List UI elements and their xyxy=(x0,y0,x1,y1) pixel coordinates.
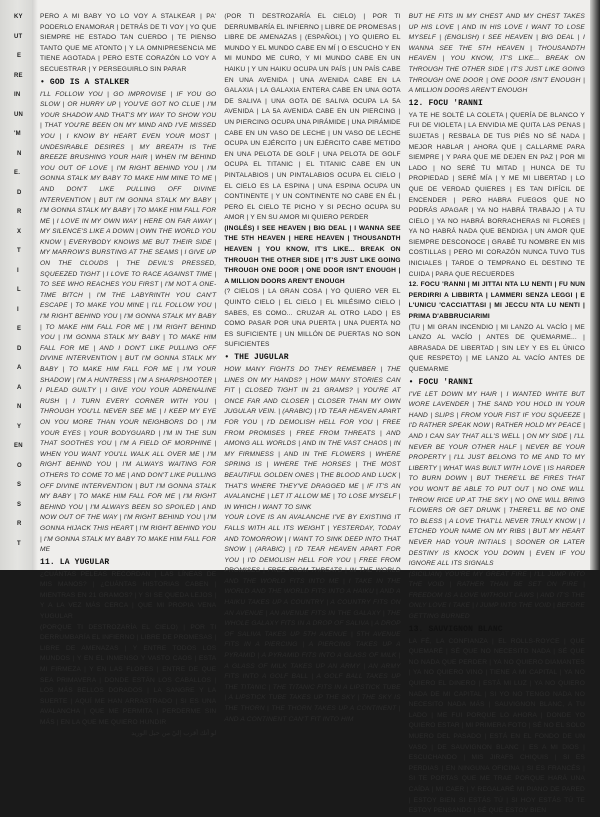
lyrics-text: (POR TI DESTROZARÍA EL CIELO) | POR TI DERRUMBARÍA EL INFIERNO | LIBRE DE PROMESAS | LIBRE DE AMENAZAS | (ESPAÑOL) | YO QUIERO EL MUNDO Y EL MUNDO CABE EN MÍ | O ESCUCHO Y EN MI MUNDO ME CURO, Y MI MUNDO CABE EN UN HAIKU | Y UN HAIKU OCUPA UN PAÍS | UN PAÍS CABE EN UNA AVENIDA | UNA AVENIDA CABE EN LA GALAXIA | LA GALAXIA ENTERA CABE EN UNA GOTA DE SALIVA | UNA GOTA DE SALIVA OCUPA LA 5A AVENIDA | LA 5A AVENIDA CABE EN UN PIERCING | UN PIERCING OCUPA UNA PIRÁMIDE | UNA PIRÁMIDE CABE EN UN VASO DE LECHE | UN VASO DE LECHE OCUPA UN EJÉRCITO | UN EJÉRCITO CABE METIDO EN UNA PELOTA DE GOLF | UNA PELOTA DE GOLF OCUPA EL TITANIC | EL TITANIC CABE EN UN PINTALABIOS | UN PINTALABIOS OCUPA EL CIELO | EL CIELO ES LA ESPINA | UNA ESPINA OCUPA UN CONTINENTE | Y UN CONTINENTE NO CABE EN ÉL | PERO EL CIELO TE PICHO Y SI PECHO OCUPA SU AMOR | Y EN SU AMOR MI QUIERO PERDER xyxy=(224,13,401,222)
edge-letter: R xyxy=(17,521,22,527)
edge-letter: EN xyxy=(14,443,23,449)
edge-letter: A xyxy=(17,384,22,391)
edge-letter: 'M xyxy=(14,131,21,137)
previous-page-edge xyxy=(0,0,32,570)
edge-letter: O xyxy=(17,462,22,469)
edge-letter: N xyxy=(17,404,22,410)
lyrics-column-1 xyxy=(40,12,217,737)
edge-letter: D xyxy=(17,345,22,352)
song-title: • THE JUGULAR xyxy=(224,353,289,362)
lyrics-text: (? CIELOS | LA GRAN COSA | YO QUIERO VER EL QUINTO CIELO | EL CIELO | EL MILÉSIMO CIELO | SABES, ES COMO... CRUZAR AL OTRO LADO | ES COMO PASAR POR UNA PUERTA | UNA PUERTA NO ES SUFICIENTE | UN MILLÓN DE PUERTAS NO SON SUFICIENTES xyxy=(224,288,401,349)
edge-letter: T xyxy=(17,248,21,254)
edge-letter: S xyxy=(17,501,22,508)
edge-letter: I xyxy=(17,267,19,274)
edge-letter: KY xyxy=(14,14,23,20)
song-title: 12. FOCU 'RANNI xyxy=(408,98,483,108)
lyrics-columns xyxy=(40,12,585,815)
edge-letter: RE xyxy=(14,72,23,79)
lyrics-translation: BUT HE FITS IN MY CHEST AND MY CHEST TAKES UP HIS LOVE | AND IN HIS LOVE I WANT TO LOSE MYSELF | (ENGLISH) I SEE HEAVEN | BIG DEAL | I WANNA SEE THE 5TH HEAVEN | THOUSANDTH HEAVEN | YOU KNOW, IT'S LIKE... BREAK ON THROUGH THE OTHER SIDE | IT'S JUST LIKE GOING THROUGH ONE DOOR | ONE DOOR ISN'T ENOUGH | A MILLION DOORS AREN'T ENOUGH xyxy=(408,13,585,95)
edge-letter: E xyxy=(17,326,22,332)
edge-letter: L xyxy=(17,287,21,293)
lyrics-column-3 xyxy=(408,12,585,815)
edge-letter: A xyxy=(17,365,22,371)
lyrics-translation: HOW MANY FIGHTS DO THEY REMEMBER | THE LINES ON MY HANDS? | HOW MANY STORIES CAN FIT | CLOSED TIGHT IN 21 GRAMS? | YOU'RE AT ONCE FAR AND CLOSER | CLOSER THAN MY OWN JUGULAR VEIN. | (ARABIC) | I'D TEAR HEAVEN APART FOR YOU | I'D DEMOLISH HELL FOR YOU | FREE FROM PROMISES | FREE FROM THREATS | AND AMONG ALL WORLDS | AND IN THE VAST CHAOS | IN MY FIRMNESS | AND IN THE FLOWERS | WHERE SPRING IS | WHERE THE HORSES | THE MOST BEAUTIFUL GOLDEN ONES | THE BLOOD AND LUCK | THAT'S WHERE THEY'VE DRAGGED ME | IF IT'S AN AVALANCHE | LET IT ALLOW ME | TO LOSE MYSELF | IN WHICH I WANT TO SINK xyxy=(224,366,401,511)
song-title: 13. SAUVIGNON BLANC xyxy=(408,624,503,634)
edge-letter: E. xyxy=(14,170,21,176)
song-title: 11. LA YUGULAR xyxy=(40,557,110,567)
lyrics-translation: YOUR LOVE IS AN AVALANCHE I'VE BY EXISTING IT FALLS WITH ALL ITS WEIGHT | YESTERDAY, TODAY AND TOMORROW | I WANT TO SINK DEEP INTO THAT SNOW | (ARABIC) | I'D TEAR HEAVEN APART FOR YOU | I'D DEMOLISH HELL FOR YOU | FREE FROM PROMISES | FREE FROM THREATS | IN THE WORLD AND THE WORLD FITS INTO ME | I TAKE IN THE WORLD AND THE WORLD FITS INTO A HAIKU | AND A HAIKU TAKES UP A COUNTRY | A COUNTRY FITS ON AN AVENUE | AN AVENUE FITS IN THE GALAXY | THE WHOLE GALAXY FITS IN A DROP OF SALIVA | A DROP OF SALIVA TAKES UP 5TH AVENUE | 5TH AVENUE FITS IN A PIERCING | A PIERCING TAKES UP A PYRAMID | A PYRAMID FITS INTO A GLASS OF MILK | A GLASS OF MILK TAKES UP AN ARMY | AN ARMY FITS INTO A GOLF BALL | A GOLF BALL TAKES UP THE TITANIC | THE TITANIC FITS IN A LIPSTICK TUBE | A LIPSTICK TUBE TAKES UP THE SKY | THE SKY IS THE THORN | THE THORN TAKES UP A CONTINENT | AND A CONTINENT CAN'T FIT INTO HIM xyxy=(224,514,401,723)
lyrics-text: PERO A MI BABY YO LO VOY A STALKEAR | PA' PODERLO ENAMORAR | DETRÁS DE TI VOY | YO QUE SIEMPRE HE ESTADO TAN CUERDO | TE PIENSO TANTO QUE ME ATONTO | Y LA OMNIPRESENCIA ME TIENE AGOTADA | PERO ESTE CORAZÓN LO VOY A SECUESTRAR | Y PERSEGUIRLO SIN PARAR xyxy=(40,13,217,73)
edge-letter: N xyxy=(17,150,22,157)
edge-letter: R xyxy=(17,209,22,215)
lyrics-text: (PORQUE TI DESTROZARÍA EL CIELO) | POR TI DERRUMBARÍA EL INFIERNO | LIBRE DE PROMESAS | LIBRE DE AMENAZAS | Y ENTRE TODOS LOS MUNDOS | Y EN EL INMENSO Y VASTO CAOS | ESTA MI FIRMEZA | Y EN LAS FLORES | ENTRE DE QUE SEA PRIMAVERA | DONDE ESTÁN LOS CABALLOS | LOS MÁS BELLOS DORADOS | LA SANGRE Y LA SUERTE | AQUÍ ME HAN ARRASTRADO | SI ES UNA AVALANCHA | QUE ME PERMITA | PERDERME SIN MÁS | EN LA QUE ME QUIERO HUNDIR xyxy=(40,623,217,726)
lyrics-column-2 xyxy=(224,12,401,723)
lyrics-english-insert: (INGLÉS) I SEE HEAVEN | BIG DEAL | I WANNA SEE THE 5TH HEAVEN | HERE HEAVEN | THOUSANDTH HEAVEN | YOU KNOW, IT'S LIKE... BREAK ON THROUGH THE OTHER SIDE | IT'S JUST LIKE GOING THROUGH ONE DOOR | ONE DOOR ISN'T ENOUGH | A MILLION DOORS AREN'T ENOUGH xyxy=(224,224,401,285)
edge-letter: D xyxy=(17,189,22,196)
lyrics-translation: (SICILIAN) YOU'RE MY GREAT FIRE | I'LL JUMP INTO THE VOID | RATHER THAN BE SET ON FIRE | FREEDOM IS A LOVE WITHOUT LAWS | AND IT'S THE ONLY LOVE I TAKE | I JUMP INTO THE VOID | BEFORE GETTING BURNED xyxy=(408,570,585,621)
edge-letter: X xyxy=(17,228,22,235)
song-title: • FOCU 'RANNI xyxy=(408,377,474,387)
lyrics-text: (TU | MI GRAN INCENDIO | MI LANZO AL VACÍO | ME LANZO AL VACÍO | ANTES DE QUEMARME... | ABRASADA DE LIBERTAD | SIN LEY Y ES EL ÚNICO QUE RESPETO) | ME LANZO AL VACÍO ANTES DE QUEMARME xyxy=(408,323,585,373)
lyrics-translation: I'VE LET DOWN MY HAIR | I WANTED WHITE BUT WORE LAVENDER | THE SAND YOU HOLD IN YOUR HAND | SLIPS | FROM YOUR FIST IF YOU SQUEEZE | I'D RATHER SPEAK NOW | RATHER HOLD MY PEACE | AND I CAN SAY THAT ALL'S WELL | ON MY SIDE | I'LL NEVER BE YOUR OTHER HALF | NEVER BE YOUR PROPERTY | I'LL JUST BELONG TO ME AND TO MY LIBERTY | WHAT WAS BUILT WITH LOVE | IS HARDER TO BURN DOWN | BUT THERE'LL BE FIRES THAT YOU WON'T BE ABLE TO PUT OUT | NO ONE WILL THROW RICE UP AT THE SKY | NO ONE WILL BRING FLOWERS OR GET DRUNK | THERE'LL BE NO ONE TO BLESS | A LOVE THAT'LL NEVER TRULY KNOW | I ETCHED YOUR NAME ON MY RIBS | BUT MY HEART NEVER HAD YOUR INITIALS | SOONER OR LATER DESTINY IS KNOCK YOU DOWN | EVEN IF YOU IGNORE ALL ITS SIGNALS xyxy=(408,390,585,568)
edge-letter: UT xyxy=(14,33,23,40)
edge-letter: S xyxy=(17,482,22,488)
lyrics-translation: I'LL FOLLOW YOU | GO IMPROVISE | IF YOU GO SLOW | OR HURRY UP | YOU'VE GOT NO CLUE | I'M YOUR SHADOW AND THAT'S MY WAY TO SHOW YOU | THAT YOU'RE BEEN ON MY MIND AND I'VE MISSED YOU | I KNOW BY HEART EVEN YOUR MOST | UNDESIRABLE DESIRES | MY BREATH IS THE BREEZE BRUSHING YOUR HAIR | WHEN I'M BEHIND YOU OUT OF LOVE | I'M RIGHT BEHIND YOU | I'M GONNA STALK MY BABY TO MAKE HIM MINE TO ME | AND DON'T LIKE PULLING OFF DIVINE INTERVENTION | BUT I'M GONNA STALK MY BABY | I'M GONNA STALK MY BABY | TO MAKE HIM FALL FOR ME | I LOVE IN MY OWN WAY | HERE ON FAR AWAY | MY SILENCE'S LIKE A DOWN | OWN THE WORLD YOU KNOW | EVERYBODY KNOWS ME BUT THEIR SIDE | MY MARROW'S BURSTING AT THE SEAMS | I GIVE UP ON THE CLOUDS | THE DEVIL'S PRESSED, SQUEEZED TIGHT | I LOVE TO RACE AGAINST TIME | TO SEE WHO REACHES YOU FIRST | I'M NOT A ONE-TIME BITCH | I'M THE LABYRINTH YOU CAN'T ESCAPE | TO MAKE YOU MINE | I'LL FOLLOW YOU | I'M RIGHT BEHIND YOU | I'M GONNA STALK MY BABY | TO MAKE HIM FALL FOR ME | I'M RIGHT BEHIND YOU | I'M GONNA STALK MY BABY | TO MAKE HIM FALL FOR ME | AND I DON'T LIKE PULLING OFF DIVINE INTERVENTION | BUT I'M GONNA STALK MY BABY | TO MAKE HIM FALL FOR ME | I'M YOUR SHADOW | I'M A HUNTRESS | I'M A SHARPSHOOTER | I PLEAD GUILTY | I GIVE YOU YOUR ADRENALINE RUSH | I TURN EVERY CORNER WITH YOU | THROUGH YOU'LL NEVER SEE ME | I KEEP MY EYE ON YOU MORE THAN YOUR NEIGHBORS DO | I'M YOUR EYES | YOUR BODYGUARD | I'M IN THE SUN THAT SOOTHES YOU | I'M A FIELD OF MORPHINE | WHEN YOU WANT YOU'LL WALK ALL OVER ME | I'M RIGHT BEHIND YOU | I'M ALWAYS WAITING FOR OTHERS TO COME TO ME | AND DON'T LIKE PULLING OFF DIVINE INTERVENTION | BUT I'M GONNA STALK MY BABY | TO MAKE HIM FALL FOR ME | I'M RIGHT BEHIND YOU | I'M ALWAYS BEEN SO SPOILED | AND NOW OUT OF THE WAY | I'M RIGHT BEHIND YOU | I'M GONNA HIJACK THIS HEART | I'M RIGHT BEHIND YOU | I'M GONNA STALK MY BABY TO MAKE HIM FALL FOR ME xyxy=(40,90,217,554)
edge-letter: E xyxy=(17,53,22,59)
edge-letter: I xyxy=(17,306,19,313)
lyrics-sicilian: 12. FOCU 'RANNI | MI JITTAI NTA LU NENTI | FU NUN PERDIRRI A LIBBIRTA | LAMMERI SENZA LEGGI | E L'UNICU 'CACCIATTASI | MI JECCU NTA LU NENTI | PRIMA D'ABBRUCIARIMI xyxy=(408,281,585,321)
edge-letter: UN xyxy=(14,111,24,118)
fold-shadow xyxy=(32,0,38,570)
lyrics-text: YA TE HE SOLTÉ LA COLETA | QUERÍA DE BLANCO Y FUI DE VIOLETA | LA ENVIDIA ME QUITA LAS PENAS | SUJETAS | RESBALA DE TUS PIÉS NO SÉ NADA | MEJOR HABLAR | AHORA QUE | CALLARME PARA SIEMPRE | Y PARA QUE ME DEJEN EN PAZ | POR MI LADO | NO SERÉ TU MITAD | HUNCA DE TU PROPIEDAD | SERÉ MÍA | Y ME MI LIBERTAD | LO QUE DE VERDAD QUIERES | ES TAN DIFÍCIL DE ENCENDER | PERO HABRA FUEGOS QUE NO PODRÁS APAGAR | YA NO HABRÁ TRABAJO | A TU CIELO | YA NO HABRÁ BORRACHERAS NI FLORES | YA NO HABRÁ NADA QUE BENDIGA | UN AMOR QUE SIEMPRE DESCONOCE | GRABÉ TU NOMBRE EN MIS COSTILLAS | PERO MI CORAZÓN NUNCA TUVO TUS INICIALES | TARDE O TEMPRANO EL DESTINO TE CUIDA | PARA QUE RECUERDES xyxy=(408,111,585,278)
edge-letter: T xyxy=(17,540,21,547)
edge-letter: Y xyxy=(17,423,22,430)
song-title: • GOD IS A STALKER xyxy=(40,77,130,87)
edge-letter: IN xyxy=(14,92,21,98)
lyrics-arabic: لو أنك أقرب إليّ من حبل الوريد xyxy=(131,729,217,737)
lyrics-text: ¿CUÁNTAS PELEAS RECORDAN | LAS LÍNEAS DE MIS MANOS? | ¿CUÁNTAS HISTORIAS CABEN | MIENTRAS EN 21 GRAMOS? | Y SI SE QUEDA LEJOS | Y A LA VEZ MÁS CERCA | QUE MI PROPIA VENA YUGULAR xyxy=(40,570,217,621)
lyrics-text: LA FÉ, LA CONFIANZA | EL ROLLS-ROYCE | QUE QUEMARÉ | SÉ QUE NO NECESITO NADA | SÉ QUE NO NADA QUE PERDER | YA NO QUIERO DIAMANTES | YA NO QUIERO VINO | TIENE A MI CAPITAL | YA NO QUIERO EL DINERO | ESTÁ MI LUZ | YA NO QUIERO NADA DE MI CAPITAL | SI YO NO TENGO NADA NO NECESITO NADA MÁS | SAUVIGNON BLANC, A TU LADO | ME FUI PORQUE LO AHORA | DONDE YO QUIERO ESTAR | MI PRIMERA FOTO | SÉ NO EL SOLO MUERO DEL PASADO | ESTÁ EN EL FONDO DE UN VASO | DE SAUVIGNON BLANC | ES A MI DIOS | ESCUCHANDO | MIS JIRAFS CHIQUIS | SI ES PERDIAS | EN NINGUNA OFICINA | SI ES FRANCÉS | SI TE PORTAS QUE ME TRAE PORQUE HARÁ UNA CAÍDA | MI CAER | Y REGALARÉ MI PIANO DE PARED | ESTOY BIEN SI ESTÁS TÚ | SI HOY ESTÁS TÚ TE ESTOY PENSANDO | SÉ QUE ESTOY BIEN xyxy=(408,637,585,815)
background-edge xyxy=(590,0,600,570)
